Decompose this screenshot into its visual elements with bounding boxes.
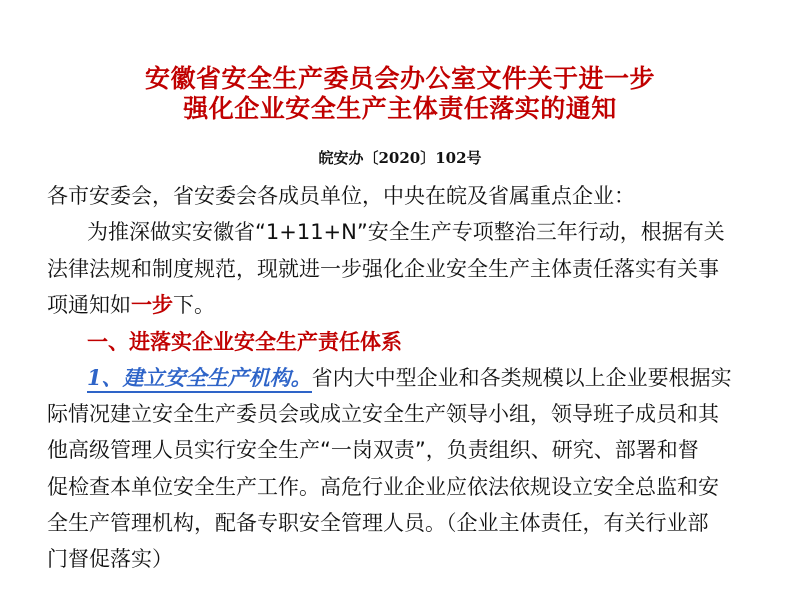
salutation: 各市安委会，省安委会各成员单位，中央在皖及省属重点企业：: [47, 184, 635, 208]
title-text-2: 强化企业安全生产主体责任落实的通知: [183, 94, 617, 123]
intro-line-3-pre: 项通知如: [47, 293, 131, 317]
document-title-line-1: [0, 64, 800, 94]
item-1-line-1: [87, 360, 800, 396]
item-1-line-5: 全生产管理机构，配备专职安全管理人员。（企业主体责任，有关行业部: [47, 511, 709, 535]
intro-line-1: 为推深做实安徽省“1+11+N”安全生产专项整治三年行动，根据有关: [87, 220, 725, 244]
intro-line-3-post: 下。: [173, 293, 215, 317]
title-text-1: 安徽省安全生产委员会办公室文件关于进一步: [144, 64, 655, 93]
item-1-line-6: 门督促落实）: [47, 547, 173, 571]
item-1-heading: 1、建立安全生产机构。: [87, 365, 312, 393]
document-title-line-2: [0, 94, 800, 124]
item-1-line-2: 际情况建立安全生产委员会或成立安全生产领导小组，领导班子成员和其: [47, 402, 719, 426]
item-1-line-3: 他高级管理人员实行安全生产“一岗双责”，负责组织、研究、部署和督: [47, 438, 699, 462]
item-1-line-4: 促检查本单位安全生产工作。高危行业企业应依法依规设立安全总监和安: [47, 475, 719, 499]
item-1-line-1-rest: 省内大中型企业和各类规模以上企业要根据实: [311, 366, 732, 390]
section-1-heading-text: 一、进落实企业安全生产责任体系: [87, 330, 402, 354]
intro-line-3: [47, 287, 800, 323]
intro-emphasis: 一步: [131, 293, 173, 317]
document-number: 皖安办〔2020〕102号: [318, 149, 482, 167]
intro-line-2: 法律法规和制度规范，现就进一步强化企业安全生产主体责任落实有关事: [47, 257, 719, 281]
section-1-heading: [87, 324, 800, 360]
